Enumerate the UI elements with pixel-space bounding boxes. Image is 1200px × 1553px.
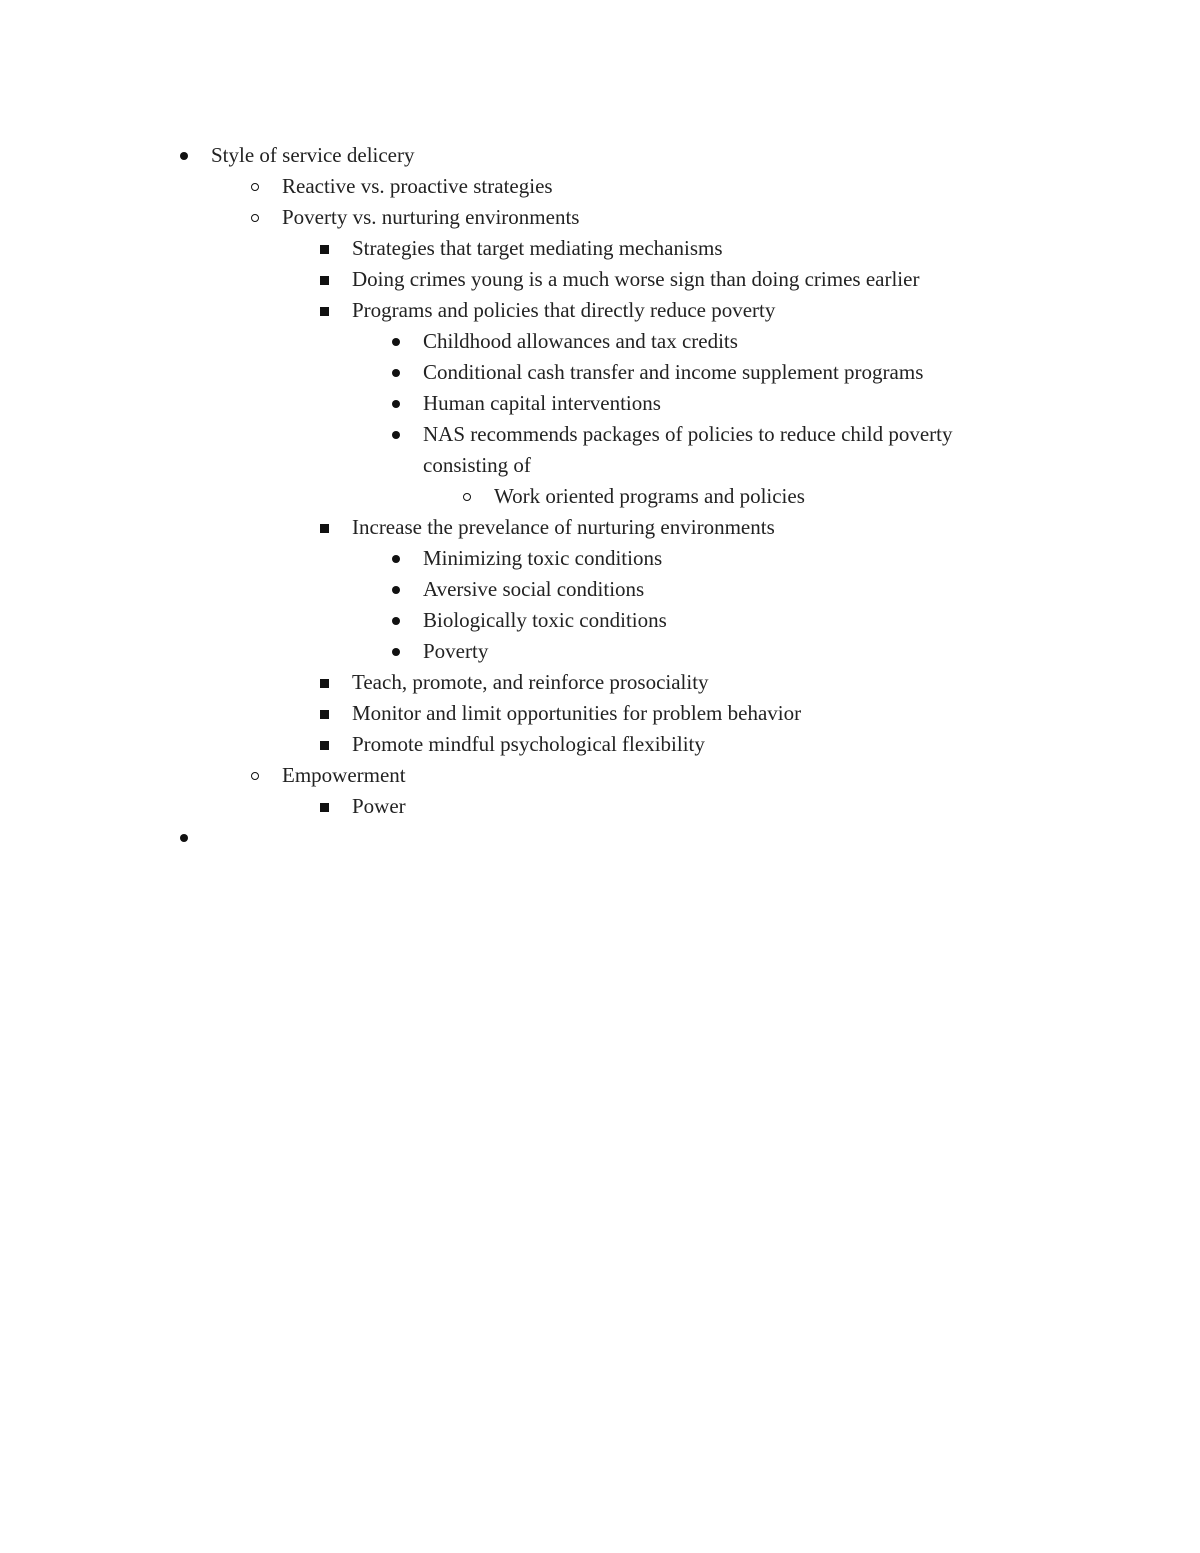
list-item-text: Human capital interventions [423, 391, 661, 415]
list-item-text: Doing crimes young is a much worse sign than doing crimes earlier [352, 267, 920, 291]
list-item-text: Conditional cash transfer and income supplement programs [423, 360, 924, 384]
disc-bullet-icon [389, 419, 403, 450]
square-bullet-icon [318, 295, 332, 326]
bulleted-outline [0, 140, 1200, 853]
list-item [0, 605, 1200, 636]
list-item [0, 202, 1200, 233]
disc-bullet-icon [389, 605, 403, 636]
disc-bullet-icon [177, 140, 191, 171]
circle-bullet-icon [248, 202, 262, 233]
list-item-text: Biologically toxic conditions [423, 608, 667, 632]
square-bullet-icon [318, 667, 332, 698]
square-bullet-icon [318, 791, 332, 822]
square-bullet-icon [318, 233, 332, 264]
circle-bullet-icon [248, 171, 262, 202]
list-item-text: NAS recommends packages of policies to reduce child poverty consisting of [423, 422, 953, 477]
square-bullet-icon [318, 512, 332, 543]
list-item-text: Style of service delicery [211, 143, 415, 167]
circle-bullet-icon [460, 481, 474, 512]
list-item [0, 729, 1200, 760]
square-bullet-icon [318, 698, 332, 729]
list-item [0, 636, 1200, 667]
list-item-text: Reactive vs. proactive strategies [282, 174, 553, 198]
list-item [0, 357, 1200, 388]
list-item-text: Work oriented programs and policies [494, 484, 805, 508]
list-item [0, 171, 1200, 202]
circle-bullet-icon [248, 760, 262, 791]
list-item [0, 481, 1200, 512]
list-item [0, 264, 1200, 295]
list-item-text: Power [352, 794, 406, 818]
list-item-text: Increase the prevelance of nurturing environments [352, 515, 775, 539]
disc-bullet-icon [389, 326, 403, 357]
list-item-text: Strategies that target mediating mechanisms [352, 236, 723, 260]
list-item-text: Aversive social conditions [423, 577, 645, 601]
list-item [0, 760, 1200, 791]
list-item-text: Monitor and limit opportunities for problem behavior [352, 701, 802, 725]
list-item [0, 512, 1200, 543]
list-item-text: Empowerment [282, 763, 406, 787]
list-item [0, 667, 1200, 698]
list-item-empty [0, 822, 1200, 853]
list-item [0, 233, 1200, 264]
list-item [0, 140, 1200, 171]
disc-bullet-icon [389, 636, 403, 667]
list-item-text: Minimizing toxic conditions [423, 546, 663, 570]
list-item-text: Teach, promote, and reinforce prosociality [352, 670, 709, 694]
square-bullet-icon [318, 264, 332, 295]
list-item [0, 419, 1200, 481]
list-item-text: Promote mindful psychological flexibility [352, 732, 705, 756]
list-item [0, 698, 1200, 729]
list-item-text: Childhood allowances and tax credits [423, 329, 738, 353]
disc-bullet-icon [389, 543, 403, 574]
list-item [0, 388, 1200, 419]
list-item [0, 326, 1200, 357]
list-item [0, 543, 1200, 574]
disc-bullet-icon [389, 574, 403, 605]
list-item-text: Programs and policies that directly reduce poverty [352, 298, 776, 322]
list-item [0, 574, 1200, 605]
disc-bullet-icon [389, 388, 403, 419]
list-item [0, 791, 1200, 822]
list-item [0, 295, 1200, 326]
list-item-text: Poverty [423, 639, 489, 663]
list-item-text: Poverty vs. nurturing environments [282, 205, 580, 229]
disc-bullet-icon [389, 357, 403, 388]
square-bullet-icon [318, 729, 332, 760]
disc-bullet-icon [177, 822, 191, 853]
